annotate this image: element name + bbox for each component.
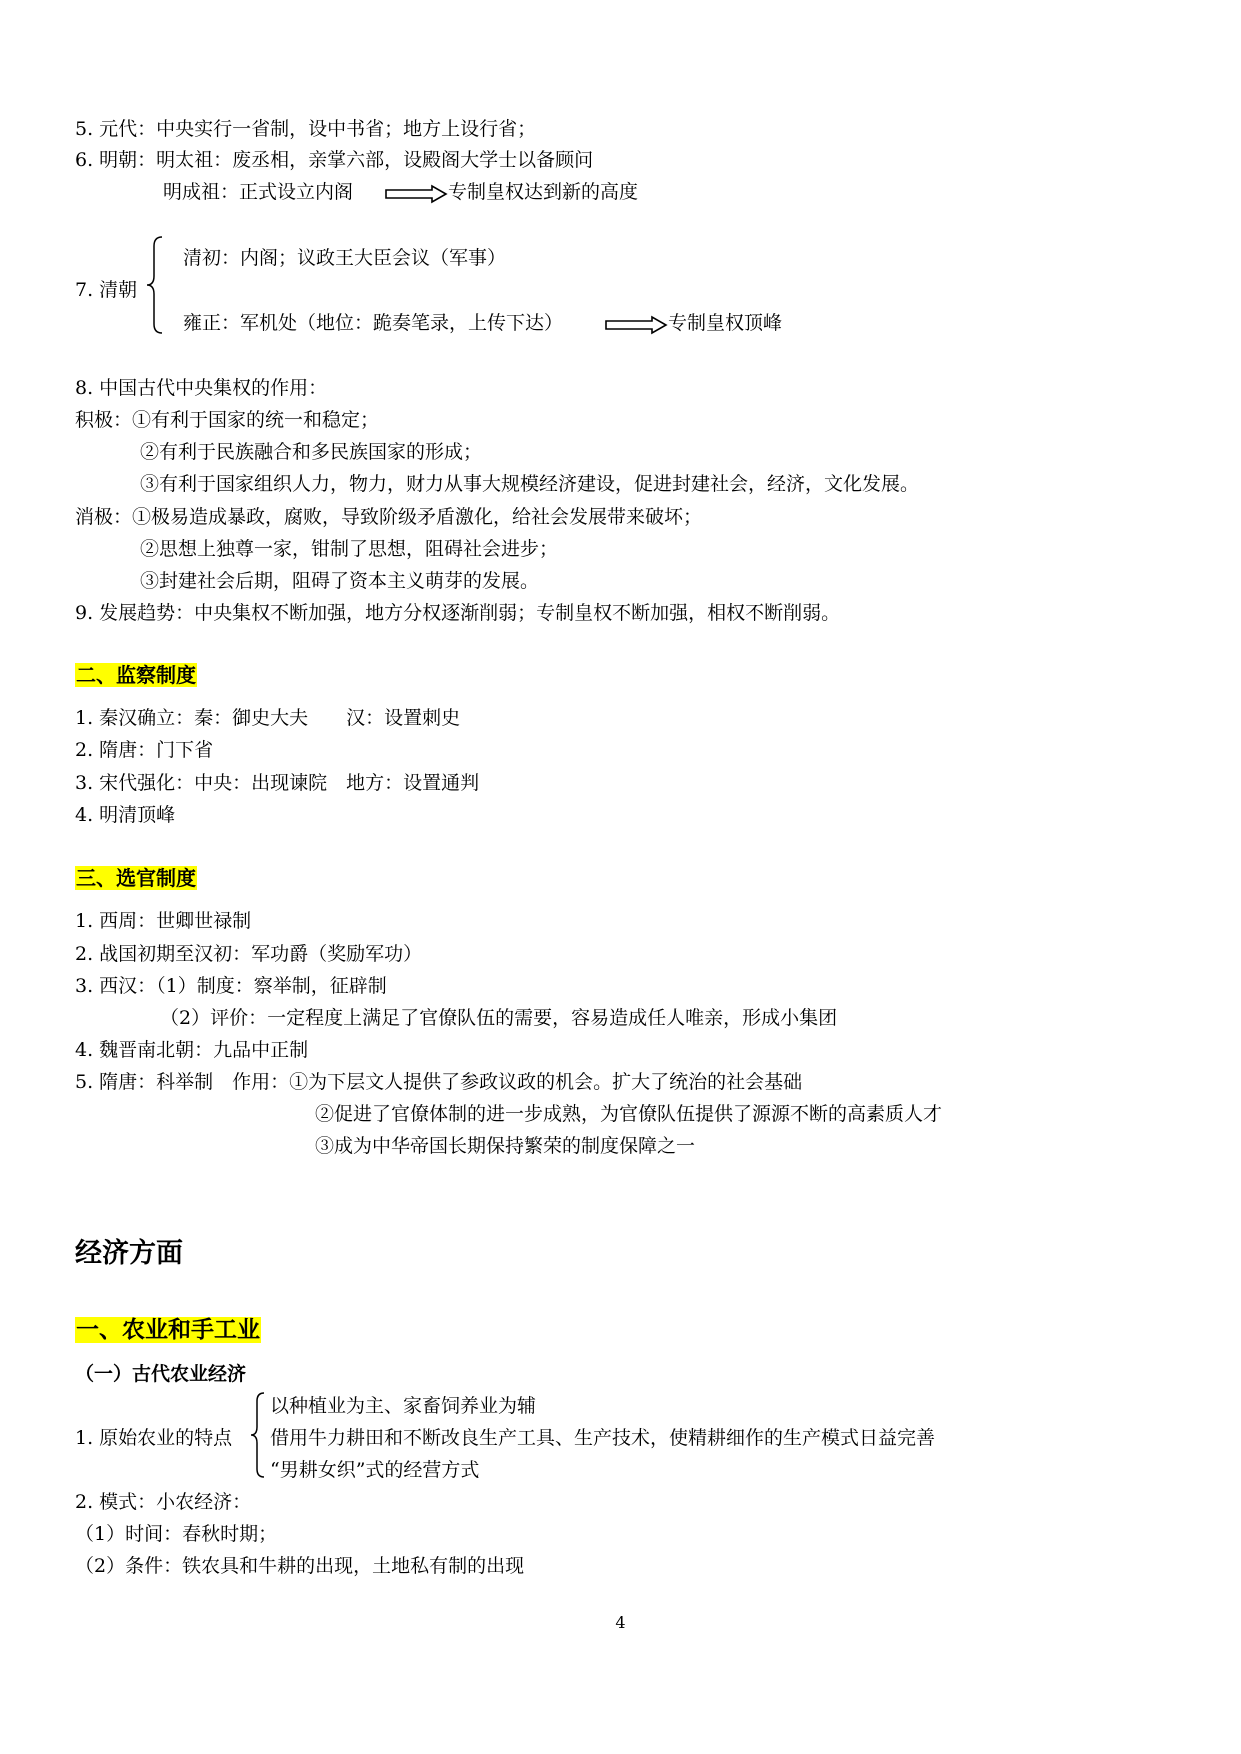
selection-line-5: 5. 隋唐：科举制 作用：①为下层文人提供了参政议政的机会。扩大了统治的社会基础 (75, 1071, 803, 1093)
selection-line-5b: ②促进了官僚体制的进一步成熟，为官僚队伍提供了源源不断的高素质人才 (315, 1103, 943, 1125)
ming-line-1: 6. 明朝：明太祖：废丞相，亲掌六部，设殿阁大学士以备顾问 (75, 149, 594, 171)
qing-line-1: 清初：内阁；议政王大臣会议（军事） (183, 247, 507, 269)
supervision-line-2: 2. 隋唐：门下省 (75, 739, 214, 761)
selection-line-2: 2. 战国初期至汉初：军功爵（奖励军功） (75, 943, 423, 965)
qing-line-2a: 雍正：军机处（地位：跪奏笔录，上传下达） (183, 312, 564, 334)
mode-line: 2. 模式：小农经济： (75, 1491, 252, 1513)
arrow-icon (606, 317, 668, 333)
time-line: （1）时间：春秋时期； (75, 1523, 278, 1545)
selection-line-3: 3. 西汉：（1）制度：察举制，征辟制 (75, 975, 387, 997)
economy-section-heading: 一、农业和手工业 (76, 1317, 260, 1343)
selection-line-5c: ③成为中华帝国长期保持繁荣的制度保障之一 (315, 1135, 696, 1157)
ming-line-2a: 明成祖：正式设立内阁 (163, 181, 354, 203)
trend-line: 9. 发展趋势：中央集权不断加强，地方分权逐渐削弱；专制皇权不断加强，相权不断削弱。 (75, 602, 841, 624)
economy-subheading: （一）古代农业经济 (75, 1363, 247, 1385)
selection-line-4: 4. 魏晋南北朝：九品中正制 (75, 1039, 309, 1061)
effect-title: 8. 中国古代中央集权的作用： (75, 377, 328, 399)
left-brace-icon (146, 236, 164, 334)
supervision-line-4: 4. 明清顶峰 (75, 804, 176, 826)
ming-line-2b: 专制皇权达到新的高度 (448, 181, 639, 203)
negative-1: 消极：①极易造成暴政，腐败，导致阶级矛盾激化，给社会发展带来破坏； (75, 506, 703, 528)
supervision-line-1: 1. 秦汉确立：秦：御史大夫 汉：设置刺史 (75, 707, 461, 729)
positive-1: 积极：①有利于国家的统一和稳定； (75, 409, 380, 431)
condition-line: （2）条件：铁农具和牛耕的出现，土地私有制的出现 (75, 1555, 525, 1577)
supervision-line-3: 3. 宋代强化：中央：出现谏院 地方：设置通判 (75, 772, 480, 794)
supervision-heading: 二、监察制度 (76, 663, 196, 687)
positive-2: ②有利于民族融合和多民族国家的形成； (140, 441, 483, 463)
agri-label: 1. 原始农业的特点 (75, 1427, 233, 1449)
page-number: 4 (615, 1613, 626, 1632)
qing-line-2b: 专制皇权顶峰 (668, 312, 783, 334)
economy-title: 经济方面 (75, 1238, 183, 1269)
agri-feature-1: 以种植业为主、家畜饲养业为辅 (270, 1395, 537, 1417)
left-brace-icon (250, 1392, 266, 1478)
yuan-line: 5. 元代：中央实行一省制，设中书省；地方上设行省； (75, 118, 537, 140)
selection-heading: 三、选官制度 (76, 866, 196, 890)
negative-2: ②思想上独尊一家，钳制了思想，阻碍社会进步； (140, 538, 559, 560)
negative-3: ③封建社会后期，阻碍了资本主义萌芽的发展。 (140, 570, 540, 592)
agri-feature-2: 借用牛力耕田和不断改良生产工具、生产技术，使精耕细作的生产模式日益完善 (270, 1427, 936, 1449)
agri-feature-3: “男耕女织”式的经营方式 (270, 1459, 480, 1481)
selection-line-1: 1. 西周：世卿世禄制 (75, 910, 252, 932)
arrow-icon (386, 186, 448, 202)
selection-line-3b: （2）评价：一定程度上满足了官僚队伍的需要，容易造成任人唯亲，形成小集团 (160, 1007, 838, 1029)
positive-3: ③有利于国家组织人力，物力，财力从事大规模经济建设，促进封建社会，经济，文化发展。 (140, 473, 920, 495)
qing-label: 7. 清朝 (75, 279, 138, 301)
